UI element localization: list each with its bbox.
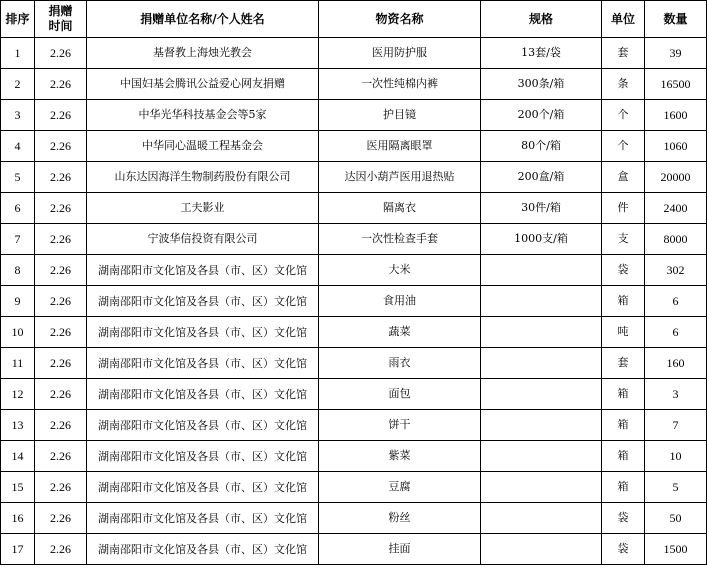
- cell-spec: [481, 379, 602, 410]
- cell-item: 护目镜: [319, 100, 481, 131]
- table-body: [1, 38, 707, 565]
- cell-seq: 3: [1, 100, 35, 131]
- cell-date: 2.26: [35, 131, 87, 162]
- cell-seq: 10: [1, 317, 35, 348]
- table-row: [1, 379, 707, 410]
- cell-unit: 箱: [602, 286, 645, 317]
- cell-spec: [481, 441, 602, 472]
- cell-unit: 套: [602, 348, 645, 379]
- cell-qty: 160: [645, 348, 707, 379]
- cell-date: 2.26: [35, 100, 87, 131]
- cell-seq: 12: [1, 379, 35, 410]
- cell-donor: 工夫影业: [87, 193, 319, 224]
- cell-item: 一次性检查手套: [319, 224, 481, 255]
- cell-donor: 湖南邵阳市文化馆及各县（市、区）文化馆: [87, 379, 319, 410]
- cell-seq: 8: [1, 255, 35, 286]
- header-seq: 排序: [1, 1, 35, 38]
- cell-item: 紫菜: [319, 441, 481, 472]
- cell-seq: 14: [1, 441, 35, 472]
- cell-item: 挂面: [319, 534, 481, 565]
- table-row: [1, 348, 707, 379]
- cell-qty: 1500: [645, 534, 707, 565]
- cell-qty: 1060: [645, 131, 707, 162]
- cell-donor: 基督教上海烛光教会: [87, 38, 319, 69]
- table-row: [1, 441, 707, 472]
- cell-unit: 个: [602, 131, 645, 162]
- cell-unit: 件: [602, 193, 645, 224]
- cell-date: 2.26: [35, 317, 87, 348]
- cell-qty: 50: [645, 503, 707, 534]
- cell-item: 粉丝: [319, 503, 481, 534]
- cell-qty: 8000: [645, 224, 707, 255]
- cell-unit: 吨: [602, 317, 645, 348]
- cell-donor: 山东达因海洋生物制药股份有限公司: [87, 162, 319, 193]
- table-row: [1, 534, 707, 565]
- cell-item: 达因小葫芦医用退热贴: [319, 162, 481, 193]
- header-time-line2: 时间: [48, 19, 73, 33]
- cell-spec: [481, 472, 602, 503]
- cell-unit: 箱: [602, 379, 645, 410]
- cell-donor: 中国妇基会腾讯公益爱心网友捐赠: [87, 69, 319, 100]
- table-row: [1, 69, 707, 100]
- cell-donor: 中华同心温暖工程基金会: [87, 131, 319, 162]
- table-row: [1, 131, 707, 162]
- cell-qty: 3: [645, 379, 707, 410]
- cell-date: 2.26: [35, 162, 87, 193]
- cell-unit: 箱: [602, 472, 645, 503]
- cell-seq: 13: [1, 410, 35, 441]
- table-row: [1, 224, 707, 255]
- cell-spec: 1000支/箱: [481, 224, 602, 255]
- cell-qty: 20000: [645, 162, 707, 193]
- cell-spec: 80个/箱: [481, 131, 602, 162]
- cell-qty: 16500: [645, 69, 707, 100]
- cell-donor: 湖南邵阳市文化馆及各县（市、区）文化馆: [87, 534, 319, 565]
- cell-unit: 个: [602, 100, 645, 131]
- cell-spec: 200个/箱: [481, 100, 602, 131]
- cell-seq: 11: [1, 348, 35, 379]
- cell-seq: 15: [1, 472, 35, 503]
- header-qty: 数量: [645, 1, 707, 38]
- cell-item: 大米: [319, 255, 481, 286]
- cell-unit: 箱: [602, 410, 645, 441]
- cell-donor: 湖南邵阳市文化馆及各县（市、区）文化馆: [87, 286, 319, 317]
- cell-seq: 16: [1, 503, 35, 534]
- cell-seq: 2: [1, 69, 35, 100]
- cell-spec: [481, 255, 602, 286]
- cell-qty: 1600: [645, 100, 707, 131]
- cell-seq: 7: [1, 224, 35, 255]
- header-spec: 规格: [481, 1, 602, 38]
- cell-item: 一次性纯棉内裤: [319, 69, 481, 100]
- cell-item: 医用防护服: [319, 38, 481, 69]
- cell-unit: 箱: [602, 441, 645, 472]
- cell-item: 面包: [319, 379, 481, 410]
- table-row: [1, 193, 707, 224]
- cell-unit: 袋: [602, 255, 645, 286]
- cell-qty: 10: [645, 441, 707, 472]
- cell-date: 2.26: [35, 255, 87, 286]
- cell-unit: 支: [602, 224, 645, 255]
- cell-spec: [481, 503, 602, 534]
- header-item: 物资名称: [319, 1, 481, 38]
- table-row: [1, 472, 707, 503]
- cell-qty: 6: [645, 317, 707, 348]
- cell-date: 2.26: [35, 286, 87, 317]
- cell-date: 2.26: [35, 348, 87, 379]
- cell-spec: 30件/箱: [481, 193, 602, 224]
- cell-donor: 湖南邵阳市文化馆及各县（市、区）文化馆: [87, 255, 319, 286]
- table-row: [1, 286, 707, 317]
- cell-date: 2.26: [35, 38, 87, 69]
- header-time-line1: 捐赠: [48, 4, 73, 18]
- table-row: [1, 255, 707, 286]
- cell-spec: 13套/袋: [481, 38, 602, 69]
- cell-date: 2.26: [35, 534, 87, 565]
- cell-date: 2.26: [35, 193, 87, 224]
- cell-item: 隔离衣: [319, 193, 481, 224]
- table-row: [1, 100, 707, 131]
- cell-spec: [481, 410, 602, 441]
- cell-seq: 17: [1, 534, 35, 565]
- table-row: [1, 503, 707, 534]
- cell-item: 医用隔离眼罩: [319, 131, 481, 162]
- cell-seq: 9: [1, 286, 35, 317]
- table-row: [1, 317, 707, 348]
- header-unit: 单位: [602, 1, 645, 38]
- cell-seq: 4: [1, 131, 35, 162]
- cell-spec: [481, 286, 602, 317]
- cell-qty: 2400: [645, 193, 707, 224]
- cell-date: 2.26: [35, 503, 87, 534]
- table-row: [1, 38, 707, 69]
- cell-item: 食用油: [319, 286, 481, 317]
- cell-donor: 中华光华科技基金会等5家: [87, 100, 319, 131]
- cell-unit: 袋: [602, 534, 645, 565]
- cell-spec: 200盒/箱: [481, 162, 602, 193]
- cell-spec: [481, 348, 602, 379]
- cell-item: 饼干: [319, 410, 481, 441]
- cell-donor: 湖南邵阳市文化馆及各县（市、区）文化馆: [87, 503, 319, 534]
- cell-seq: 1: [1, 38, 35, 69]
- cell-seq: 6: [1, 193, 35, 224]
- header-row: [1, 1, 707, 38]
- cell-date: 2.26: [35, 441, 87, 472]
- cell-donor: 湖南邵阳市文化馆及各县（市、区）文化馆: [87, 410, 319, 441]
- cell-date: 2.26: [35, 472, 87, 503]
- cell-date: 2.26: [35, 379, 87, 410]
- cell-spec: [481, 534, 602, 565]
- header-donor: 捐赠单位名称/个人姓名: [87, 1, 319, 38]
- cell-qty: 7: [645, 410, 707, 441]
- cell-item: 蔬菜: [319, 317, 481, 348]
- cell-donor: 湖南邵阳市文化馆及各县（市、区）文化馆: [87, 472, 319, 503]
- cell-unit: 套: [602, 38, 645, 69]
- cell-donor: 湖南邵阳市文化馆及各县（市、区）文化馆: [87, 317, 319, 348]
- cell-spec: [481, 317, 602, 348]
- cell-qty: 6: [645, 286, 707, 317]
- cell-qty: 5: [645, 472, 707, 503]
- cell-unit: 袋: [602, 503, 645, 534]
- cell-date: 2.26: [35, 69, 87, 100]
- cell-spec: 300条/箱: [481, 69, 602, 100]
- cell-seq: 5: [1, 162, 35, 193]
- cell-date: 2.26: [35, 410, 87, 441]
- cell-donor: 宁波华信投资有限公司: [87, 224, 319, 255]
- cell-item: 雨衣: [319, 348, 481, 379]
- cell-qty: 39: [645, 38, 707, 69]
- header-time: [35, 1, 87, 38]
- cell-qty: 302: [645, 255, 707, 286]
- table-row: [1, 410, 707, 441]
- cell-unit: 盒: [602, 162, 645, 193]
- cell-donor: 湖南邵阳市文化馆及各县（市、区）文化馆: [87, 348, 319, 379]
- cell-donor: 湖南邵阳市文化馆及各县（市、区）文化馆: [87, 441, 319, 472]
- cell-date: 2.26: [35, 224, 87, 255]
- table-row: [1, 162, 707, 193]
- cell-unit: 条: [602, 69, 645, 100]
- cell-item: 豆腐: [319, 472, 481, 503]
